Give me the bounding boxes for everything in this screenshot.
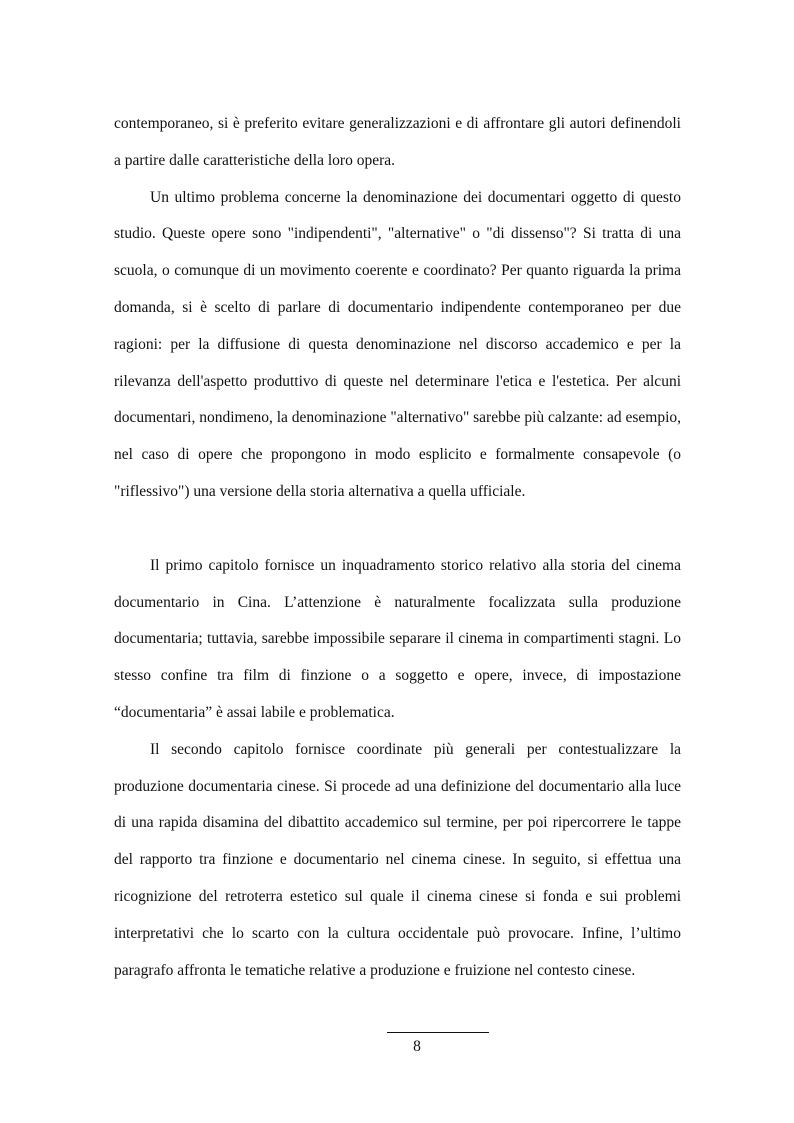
paragraph-chapter-two: Il secondo capitolo fornisce coordinate più generali per contestualizzare la produzione documentaria cinese. Si procede ad una definizione del documentario alla luce di una rapida disamina del dibattito accademico sul termine, per poi ripercorrere le tappe del rapporto tra finzione e documentario nel cinema cinese. In seguito, si effettua una ricognizione del retroterra estetico sul quale il cinema cinese si fonda e sui problemi interpretativi che lo scarto con la cultura occidentale può provocare. Infine, l’ultimo paragrafo affronta le tematiche relative a produzione e fruizione nel contesto cinese. [114, 740, 681, 979]
document-page [114, 106, 681, 989]
paragraph-denomination: Un ultimo problema concerne la denominazione dei documentari oggetto di questo studio. Queste opere sono "indipendenti", "alternative" o "di dissenso"? Si tratta di una scuola, o comunque di un movimento coerente e coordinato? Per quanto riguarda la prima domanda, si è scelto di parlare di documentario indipendente contemporaneo per due ragioni: per la diffusione di questa denominazione nel discorso accademico e per la rilevanza dell'aspetto produttivo di queste nel determinare l'etica e l'estetica. Per alcuni documentari, nondimeno, la denominazione "alternativo" sarebbe più calzante: ad esempio, nel caso di opere che propongono in modo esplicito e formalmente consapevole (o "riflessivo") una versione della storia alternativa a quella ufficiale. [114, 188, 682, 500]
paragraph-continuation: contemporaneo, si è preferito evitare generalizzazioni e di affrontare gli autori definendoli a partire dalle caratteristiche della loro opera. [114, 115, 681, 169]
footnote-separator [387, 1032, 489, 1033]
paragraph-chapter-one: Il primo capitolo fornisce un inquadramento storico relativo alla storia del cinema documentario in Cina. L’attenzione è naturalmente focalizzata sulla produzione documentaria; tuttavia, sarebbe impossibile separare il cinema in compartimenti stagni. Lo stesso confine tra film di finzione o a soggetto e opere, invece, di impostazione “documentaria” è assai labile e problematica. [114, 556, 681, 721]
page-number: 8 [413, 1038, 421, 1055]
